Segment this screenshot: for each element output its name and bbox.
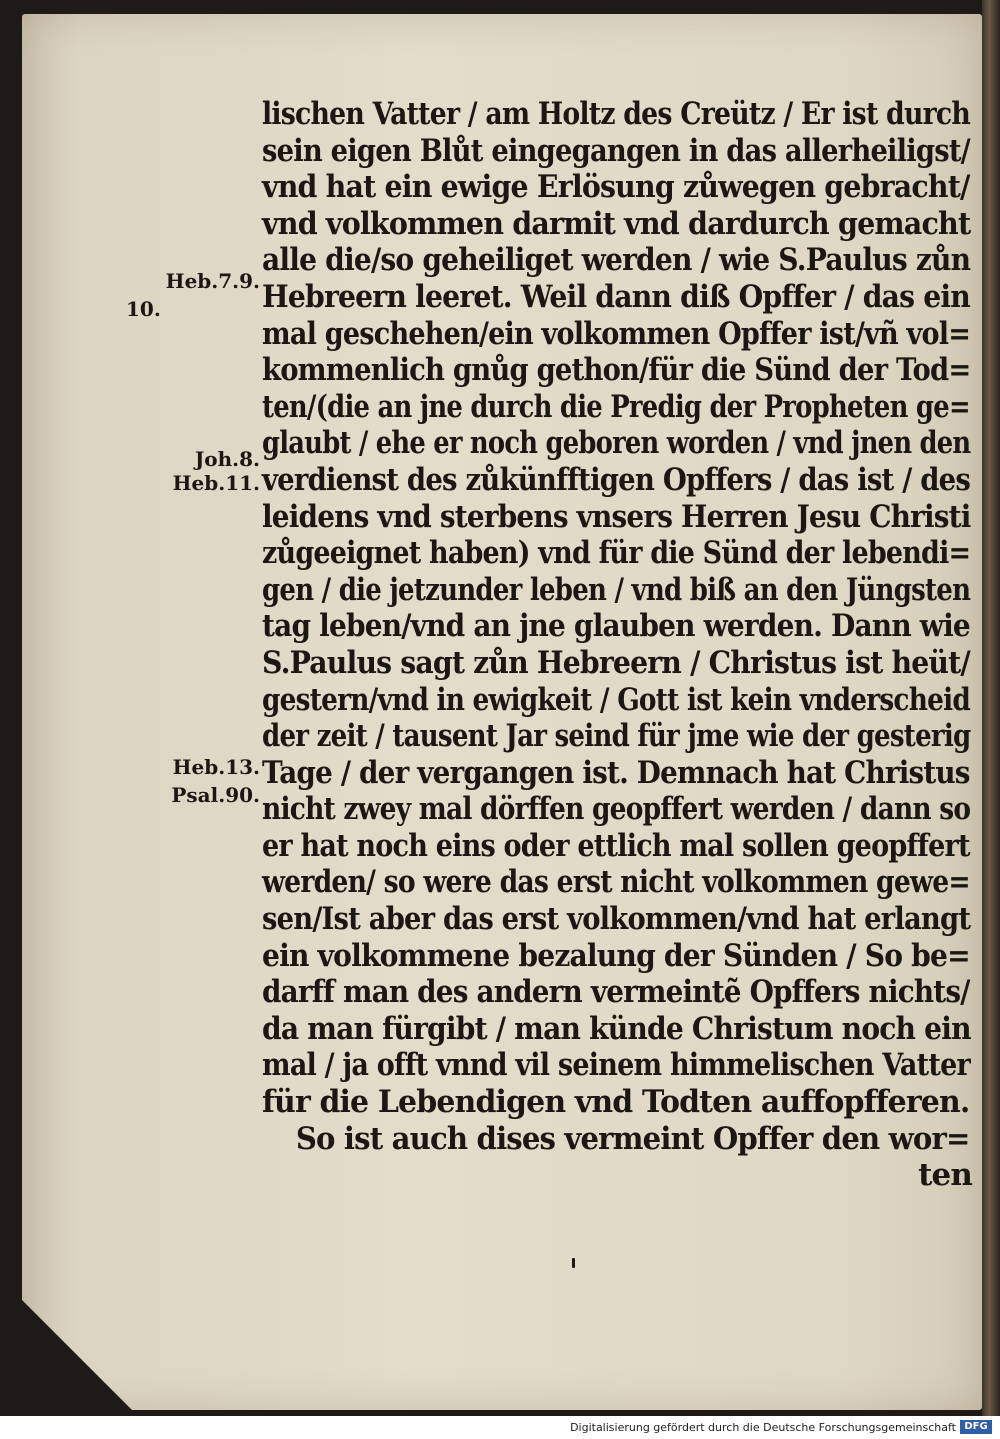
text-line: mal geschehen/ein volkommen Opffer ist/vñ vol=: [262, 315, 971, 352]
text-line: der zeit / tausent Jar seind für jme wie der gesterig: [262, 718, 971, 755]
funding-credit: Digitalisierung gefördert durch die Deutsche Forschungsgemeinschaft: [570, 1421, 956, 1434]
footer-bar: [0, 1416, 1000, 1439]
text-line: gen / die jetzunder leben / vnd biß an den Jüngsten: [262, 571, 971, 608]
margin-note: Heb.7.9.: [165, 269, 260, 293]
text-line: ten/(die an jne durch die Predig der Propheten ge=: [262, 388, 970, 425]
text-line: er hat noch eins oder ettlich mal sollen geopffert: [262, 827, 970, 864]
text-line: sen/Ist aber das erst volkommen/vnd hat erlangt: [262, 901, 971, 938]
text-line: leidens vnd sterbens vnsers Herren Jesu Christi: [262, 498, 971, 535]
margin-note: Psal.90.: [171, 783, 260, 807]
text-line: darff man des andern vermeintẽ Opffers nichts/: [262, 974, 970, 1011]
catchword: ten: [918, 1157, 972, 1194]
text-line: S.Paulus sagt zůn Hebreern / Christus ist heüt/: [262, 644, 970, 681]
text-line: lischen Vatter / am Holtz des Creütz / Er ist durch: [262, 96, 971, 132]
text-line: verdienst des zůkünfftigen Opffers / das ist / des: [262, 461, 971, 498]
dfg-logo: DFG: [960, 1420, 992, 1434]
text-line: Hebreern leeret. Weil dann diß Opffer / das ein: [262, 278, 971, 315]
margin-note: Heb.13.: [172, 755, 260, 779]
text-line: vnd hat ein ewige Erlösung zůwegen gebracht/: [262, 169, 970, 206]
text-line: werden/ so were das erst nicht volkommen gewe=: [262, 864, 970, 901]
margin-note: Heb.11.: [172, 471, 260, 495]
text-line: zůgeeignet haben) vnd für die Sünd der lebendi=: [262, 535, 971, 572]
text-line: für die Lebendigen vnd Todten auffopfferen.: [262, 1084, 970, 1121]
text-line: glaubt / ehe er noch geboren worden / vnd jnen den: [262, 425, 971, 462]
ink-mark: [572, 1258, 575, 1268]
margin-note: 10.: [126, 297, 161, 321]
text-line: sein eigen Blůt eingegangen in das allerheiligst/: [262, 132, 970, 169]
text-line: da man fürgibt / man künde Christum noch ein: [262, 1010, 971, 1047]
book-edge: [982, 0, 1000, 1416]
text-line: tag leben/vnd an jne glauben werden. Dann wie: [262, 608, 970, 645]
margin-note: Joh.8.: [194, 447, 260, 471]
text-line: ein volkommene bezalung der Sünden / So be=: [262, 937, 970, 974]
text-line: Tage / der vergangen ist. Demnach hat Christus: [262, 754, 970, 791]
text-line: kommenlich gnůg gethon/für die Sünd der Tod=: [262, 352, 971, 389]
text-line: mal / ja offt vnnd vil seinem himmelischen Vatter: [262, 1047, 970, 1084]
text-line: So ist auch dises vermeint Opffer den wor=: [295, 1120, 970, 1157]
text-line: alle die/so geheiliget werden / wie S.Paulus zůn: [262, 242, 971, 279]
text-line: nicht zwey mal dörffen geopffert werden / dann so: [262, 791, 971, 828]
body-text: [262, 96, 972, 1194]
text-line: vnd volkommen darmit vnd dardurch gemacht: [262, 205, 971, 242]
text-line: gestern/vnd in ewigkeit / Gott ist kein vnderscheid: [262, 681, 971, 718]
